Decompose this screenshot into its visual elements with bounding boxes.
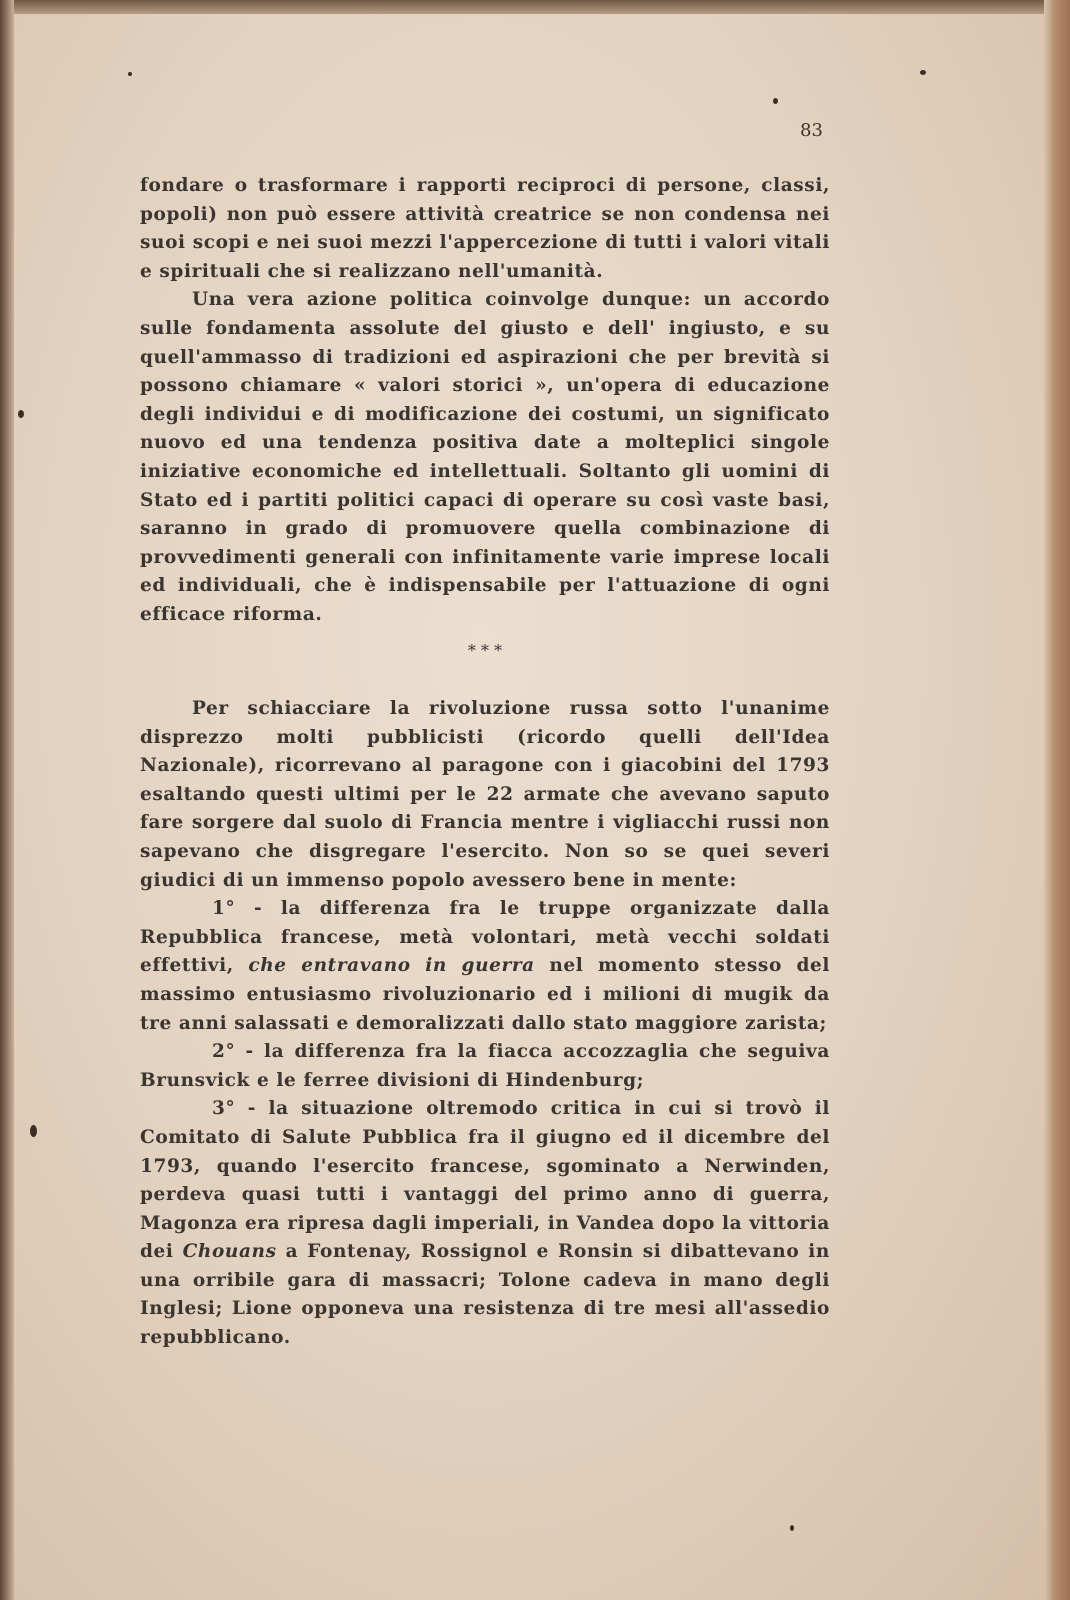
paper-speck [920, 70, 926, 75]
page-right-edge [1044, 0, 1070, 1600]
italic-text: che entravano in guerra [248, 955, 535, 977]
paper-speck [790, 1525, 794, 1531]
list-item-text: 3° - la situazione oltremodo critica in cui si trovò il Comitato di Salute Pubblica fra il giugno ed il dicembre del 1793, quando l'esercito francese, sgominato a Nerwinden, perdeva quasi tutti i vantaggi del primo anno di guerra, Magonza era ripresa dagli imperiali, in Vandea dopo la vittoria dei [140, 1098, 830, 1263]
page-number: 83 [800, 120, 823, 141]
paragraph: Una vera azione politica coinvolge dunque: un accordo sulle fondamenta assolute del giusto e dell' ingiusto, e su quell'ammasso di tradizioni ed aspirazioni che per brevità si possono chiamare « valori storici », un'opera di educazione degli individui e di modificazione dei costumi, un significato nuovo ed una tendenza positiva date a molteplici singole iniziative economiche ed intellettuali. Soltanto gli uomini di Stato ed i partiti politici capaci di operare su così vaste basi, saranno in grado di promuovere quella combinazione di provvedimenti generali con infinitamente varie imprese locali ed individuali, che è indispensabile per l'attuazione di ogni efficace riforma. [140, 289, 830, 625]
page-left-edge [0, 0, 14, 1600]
section-separator [455, 641, 515, 660]
list-item-text: nel momento stesso del massimo entusiasmo rivoluzionario ed i milioni di mugik da tre anni salassati e demoralizzati dallo stato maggiore zarista; [140, 955, 831, 1034]
page-top-edge [0, 0, 1070, 14]
list-item-text: 1° - la differenza fra le truppe organizzate dalla Repubblica francese, metà volontari, metà vecchi soldati effettivi, [140, 898, 830, 977]
paragraph: fondare o trasformare i rapporti reciproci di persone, classi, popoli) non può essere attività creatrice se non condensa nei suoi scopi e nei suoi mezzi l'appercezione di tutti i valori vitali e spirituali che si realizzano nell'umanità. [140, 175, 830, 282]
paper-speck [773, 98, 778, 104]
list-item [140, 1095, 830, 1352]
paper-speck [30, 1125, 37, 1137]
list-item-text: a Fontenay, Rossignol e Ronsin si dibattevano in una orribile gara di massacri; Tolone cadeva in mano degli Inglesi; Lione opponeva una resistenza di tre mesi all'assedio repubblicano. [140, 1241, 830, 1349]
text-section-2 [140, 695, 830, 1353]
separator-text: * * * [467, 641, 503, 660]
list-item [140, 895, 830, 1038]
text-section-1 [140, 172, 830, 630]
paragraph: Per schiacciare la rivoluzione russa sotto l'unanime disprezzo molti pubblicisti (ricordo quelli dell'Idea Nazionale), ricorrevano al paragone con i giacobini del 1793 esaltando questi ultimi per le 22 armate che avevano saputo fare sorgere dal suolo di Francia mentre i vigliacchi russi non sapevano che disgregare l'esercito. Non so se quei severi giudici di un immenso popolo avessero bene in mente: [140, 698, 830, 891]
list-item: 2° - la differenza fra la fiacca accozzaglia che seguiva Brunsvick e le ferree divisioni di Hindenburg; [140, 1041, 830, 1091]
paper-speck [128, 72, 132, 76]
italic-text: Chouans [182, 1241, 277, 1263]
paper-speck [18, 410, 24, 418]
